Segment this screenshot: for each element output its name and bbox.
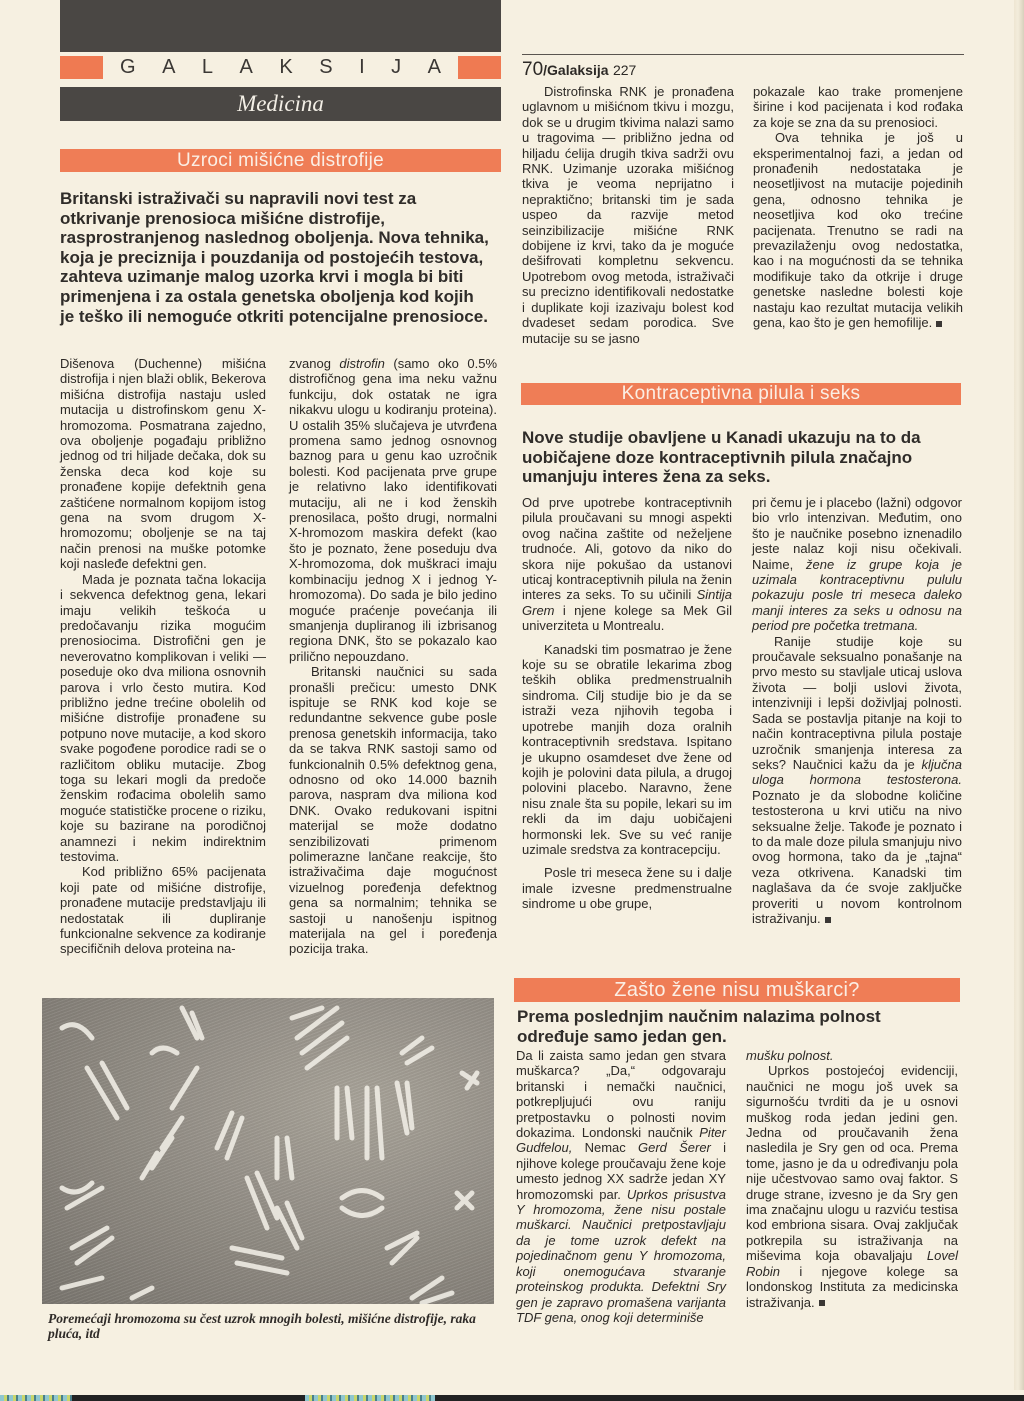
brand-letter: A <box>427 55 441 78</box>
article-lead: Nove studije obavljene u Kanadi ukazuju na to da uobičajene doze kontraceptivnih pilula značajno umanjuju interes žena za seks. <box>522 428 921 486</box>
end-mark-icon <box>819 1300 825 1306</box>
paragraph <box>516 1048 726 1325</box>
person-name: Piter Gudfelou, <box>516 1125 726 1156</box>
italic-finding: žene iz grupe koja je uzimala kontraceptivnu pululu pokazuju posle tri meseca daleko manji interes za seks u odnosu na period pre početka tretmana. <box>752 556 962 634</box>
paragraph: Britanski naučnici su sada pronašli prečicu: umesto DNK ispituje se RNK kod koje se redundantne sekvence gube posle prenosa genetskih informacija, tako da se takva RNK sastoji samo od funkcionalnih 0.5% defektnog gena, odnosno od oko 14.000 baznih parova, naspram dva miliona kod DNK. Ovako redukovani ispitni materijal se može dodatno senzibilizovati primenom polimerazne lančane reakcije, što istraživačima daje mogućnost vizuelnog poređenja defektnog gena sa normalnim; tehnika se sastoji u nanošenju ispitnog materijala na gel i poređenja pozicija traka. <box>289 664 497 957</box>
article1-column-1 <box>60 356 266 957</box>
paragraph: Dišenova (Duchenne) mišićna distrofija i njen blaži oblik, Bekerova mišićna distrofija nastaju usled mutacija u distrofinskom genu X-hromozoma. Posmatrana zajedno, ova oboljenje pogađaju približno jednog od tri hiljade dečaka, dok su ženska deca kod koje su pronađene kopije defektnih gena zaštićene normalnom kopijom istog gena na svom drugom X-hromozomu; oboljenje se na taj način prenosi na muške potomke koji nasleđe defektni gen. <box>60 356 266 572</box>
section-bar <box>60 87 501 121</box>
paragraph: pokazale kao trake promenjene širine i kod pacijenata i kod rođaka za koje se zna da su prenosioci. <box>753 84 963 130</box>
text: Da li zaista samo jedan gen stvara muškarca? „Da,“ odgovaraju britanski i nemački naučnici, potkrepljujući ovu raniju pretpostavku o polnosti novim dokazima. Londonski naučnik <box>516 1048 726 1141</box>
text: Od prve upotrebe kontraceptivnih pilula proučavani su mnogi aspekti ovog načina zaštite od neželjene trudnoće. Ali, gotovo da niko do skora nije pokušao da ustanovi uticaj kontraceptivnih pilula na ženin interes za seks. To su učinili <box>522 495 732 603</box>
text: zvanog <box>289 356 340 371</box>
chromosomes-photo <box>42 998 494 1304</box>
brand-letter: L <box>201 55 214 78</box>
brand-right-block <box>458 56 501 79</box>
header-top-bar <box>60 0 501 52</box>
end-mark-icon <box>936 321 942 327</box>
article-title-kontraceptivna <box>521 383 961 405</box>
article-title-text: Kontraceptivna pilula i seks <box>621 383 861 404</box>
paragraph <box>753 130 963 330</box>
person-name: Gerd Šerer <box>637 1140 711 1156</box>
brand-letter: J <box>391 55 402 78</box>
paragraph <box>746 1048 958 1063</box>
text: Ranije studije koje su proučavale seksualno ponašanje na prvo mesto su stavljale uticaj uslova života — bolji uslovi života, intenzivniji i lepši doživljaj polnosti. Sada se postavlja pitanje na koji to način kontraceptivna pilula postaje uzročnik smanjenja interesa za seks? Naučnici kažu da je <box>752 633 962 772</box>
text: pri čemu je i placebo (lažni) odgovor bio vrlo intenzivan. Međutim, ono što je naučnike posebno iznenadilo jeste nalaz koji nisu očekivali. Naime, <box>752 495 962 572</box>
article1-column-2 <box>289 356 497 957</box>
brand-row <box>60 55 501 79</box>
italic-finding: Uprkos prisustva Y hromozoma, žene nisu postale muškarci. Naučnici pretpostavljaju da je tome uzrok defekt na pojedinačnom genu Y hromozoma, koji onemogućava stvaranje proteinskog produkta. Defektni Sry gen je zapravo promašena varijanta TDF gena, onog koji determiniše <box>516 1186 726 1325</box>
brand-letter: I <box>359 55 365 78</box>
article-lead: Britanski istraživači su napravili novi test za otkrivanje prenosioca mišićne distrofije, rasprostranjenog naslednog oboljenja. Nova tehnika, koja je preciznija i pouzdanija od postojećih testova, zahteva uzimanje malog uzorka krvi i mogla bi biti primenjena i za ostala genetska oboljenja kod kojih je teško ili nemoguće otkriti potencijalne prenosioce. <box>60 189 489 326</box>
chromosome-shapes-icon <box>42 998 494 1304</box>
paragraph: Kanadski tim posmatrao je žene koje su se obratile lekarima zbog teških oblika predmenstrualnih sindroma. Cilj studije bio je da se istraži veza njihovih tegoba i upotrebe manjih doza oralnih kontraceptivnih sredstava. Ispitano je ukupno osamdeset dve žene od kojih je polovini data pilula, a drugoj polovini placebo. Naravno, žene nisu znale šta su popile, lekari su im rekli da im daju uobičajeni hormonski lek. Sve su već ranije uzimale sredstva za kontracepciju. <box>522 641 732 857</box>
paragraph <box>289 356 497 664</box>
person-name: Sintija Grem <box>522 587 732 618</box>
magazine-brand <box>103 56 458 79</box>
text: Uprkos postojećoj evidenciji, naučnici ne mogu još uvek sa sigurnošću tvrditi da je u osnovi muškog roda jedan jedini gen. Jedna od proučavanih žena nasledila je Sry gen od oca. Prema tome, jasno je da u određivanju pola nije učestvovao samo ovaj faktor. S druge strane, izvesno je da Sry gen ima značajnu ulogu u razviću testisa kod embriona sisara. Ovaj zaključak potkrepila su istraživanja na miševima koja obavaljaju <box>746 1063 958 1264</box>
color-calibration-strip <box>0 1395 72 1401</box>
article-title-text: Zašto žene nisu muškarci? <box>614 978 860 1001</box>
article2-column-1 <box>522 495 732 912</box>
paragraph: Kod približno 65% pacijenata koji pate od mišićne distrofije, pronađene mutacije predstavljaju ili nedostatak ili dupliranje funkcionalne sekvence za kodiranje specifičnih delova proteina na- <box>60 864 266 957</box>
italic-finding: mušku polnost. <box>746 1048 834 1063</box>
paragraph <box>752 634 962 927</box>
text: i njihove kolege proučavaju žene koje umesto jednog XX sadrže jedan XY hromozomski par. <box>516 1140 726 1202</box>
brand-letter: G <box>120 55 136 78</box>
brand-letter: A <box>239 55 253 78</box>
article3-column-1 <box>516 1048 726 1325</box>
paragraph: Mada je poznata tačna lokacija i sekvenca defektnog gena, lekari imaju velikih teškoća u predočavanju rizika mogućim prenosiocima. Distrofični gen je neverovatno komplikovan i veliki — poseduje oko dva miliona osnovnih parova i vrlo često mutira. Kod približno jedne trećine obolelih od mišićne distrofije pronađene su potpuno nove mutacije, a kod skoro svake pogođene porodice radi se o različitom obliku mutacije. Zbog toga su lekari mogli da predoče ženskim rođacima obolelih samo moguće statističke procene o riziku, koje su bazirane na porodičnoj anamnezi i nekim indirektnim testovima. <box>60 571 266 864</box>
brand-left-block <box>60 56 103 79</box>
scan-border <box>0 1395 1024 1401</box>
article-title-zasto <box>514 978 960 1002</box>
article3-column-2 <box>746 1048 958 1310</box>
article1-column-3 <box>522 84 734 346</box>
article1-column-4 <box>753 84 963 331</box>
paragraph: Distrofinska RNK je pronađena uglavnom u mišićnom tkivu i mozgu, dok se u drugim tkivima nalazi samo u tragovima — približno jedna od hiljadu ćelija drugih tkiva sadrži ovu RNK. Uzimanje uzoraka mišićnog tkiva je veoma neprijatno i nepraktično; britanski tim je sada uspeo da razvije metod seinzibilizacije mišićne RNK dobijene iz krvi, tako da je moguće dešifrovati kompletnu sekvencu. Upotrebom ovog metoda, istraživači su precizno identifikovali nedostatke i duplikate koji izazivaju bolest kod dvadeset sedam porodica. Sve mutacije su se jasno <box>522 84 734 346</box>
paragraph <box>746 1063 958 1310</box>
text: Poznato je da slobodne količine testosterona u krvi utiču na nivo seksualne želje. Takođe je poznato i to da male doze pilula smanjuju nivo ovog hormona, tako da je „tajna“ veza otkrivena. Kanadski tim naglašava da će svoje zaključke proveriti u novom kontrolnom istraživanju. <box>752 787 962 926</box>
color-calibration-strip <box>305 1395 435 1401</box>
section-title: Medicina <box>237 91 324 116</box>
text: Ova tehnika je još u eksperimentalnoj fazi, a jedan od pronađenih nedostataka je neosetljivost na mutacije pojedinih gena, odnosno tehnika je neosetljiva kod oko trećine pacijenata. Trenutno se radi na prevazilaženju ovog nedostatka, kao i na mogućnosti da se tehnika modifikuje tako da otkrije i druge genetske nasledne bolesti koje nastaju kao rezultat mutacija velikih gena, kao što je gen hemofilije. <box>753 130 963 331</box>
person-name: Lovel Robin <box>746 1248 958 1279</box>
article2-column-2 <box>752 495 962 926</box>
article-lead: Prema poslednjim naučnim nalazima polnost određuje samo jedan gen. <box>517 1007 881 1046</box>
paragraph <box>752 495 962 634</box>
italic-finding: ključna uloga hormona testosterona. <box>752 756 962 788</box>
paragraph: Posle tri meseca žene su i dalje imale izvesne predmenstrualne sindrome u obe grupe, <box>522 865 732 912</box>
brand-letter: K <box>279 55 293 78</box>
brand-letter: S <box>319 55 333 78</box>
text: i njegove kolege sa londonskog Instituta za medicinska istraživanja. <box>746 1263 958 1310</box>
page-folio <box>522 54 964 81</box>
text: (samo oko 0.5% distrofičnog gena ima neku važnu funkciju, dok ostatak ne igra nikakvu ulogu u kodiranju proteina). U ostalih 35% slučajeva je utvrđena promena samo jednog osnovnog baznog para u genu kao uzročnik bolesti. Kod pacijenata prve grupe je relativno lako identifikovati mutaciju, ali ne i kod ženskih prenosilaca, pošto drugi, normalni X-hromozom maskira defekt (kao što je poznato, žene poseduju dva X-hromozoma, dok muškraci imaju kombinaciju jednog X i jednog Y-hromozoma). Do sada je bilo jedino moguće praćenje povećanja ili smanjenja dupliranog ili izbrisanog regiona DNK, što se pokazalo kao prilično nepouzdano. <box>289 356 497 664</box>
end-mark-icon <box>825 917 831 923</box>
article-title-text: Uzroci mišićne distrofije <box>176 149 385 171</box>
italic-term: distrofin <box>339 356 385 371</box>
photo-caption: Poremećaji hromozoma su čest uzrok mnogih bolesti, mišićne distrofije, raka pluća, itd <box>48 1311 476 1341</box>
article-title-distrofija <box>60 149 501 172</box>
page-number: 70 <box>522 59 544 80</box>
page-edge <box>1014 0 1024 1390</box>
text: i njene kolege sa Mek Gil univerziteta u Montrealu. <box>522 602 732 634</box>
issue-number: 227 <box>612 62 637 78</box>
brand-letter: A <box>162 55 176 78</box>
text: Nemac <box>572 1140 638 1156</box>
paragraph <box>522 495 732 634</box>
magazine-name: /Galaksija <box>543 62 609 78</box>
